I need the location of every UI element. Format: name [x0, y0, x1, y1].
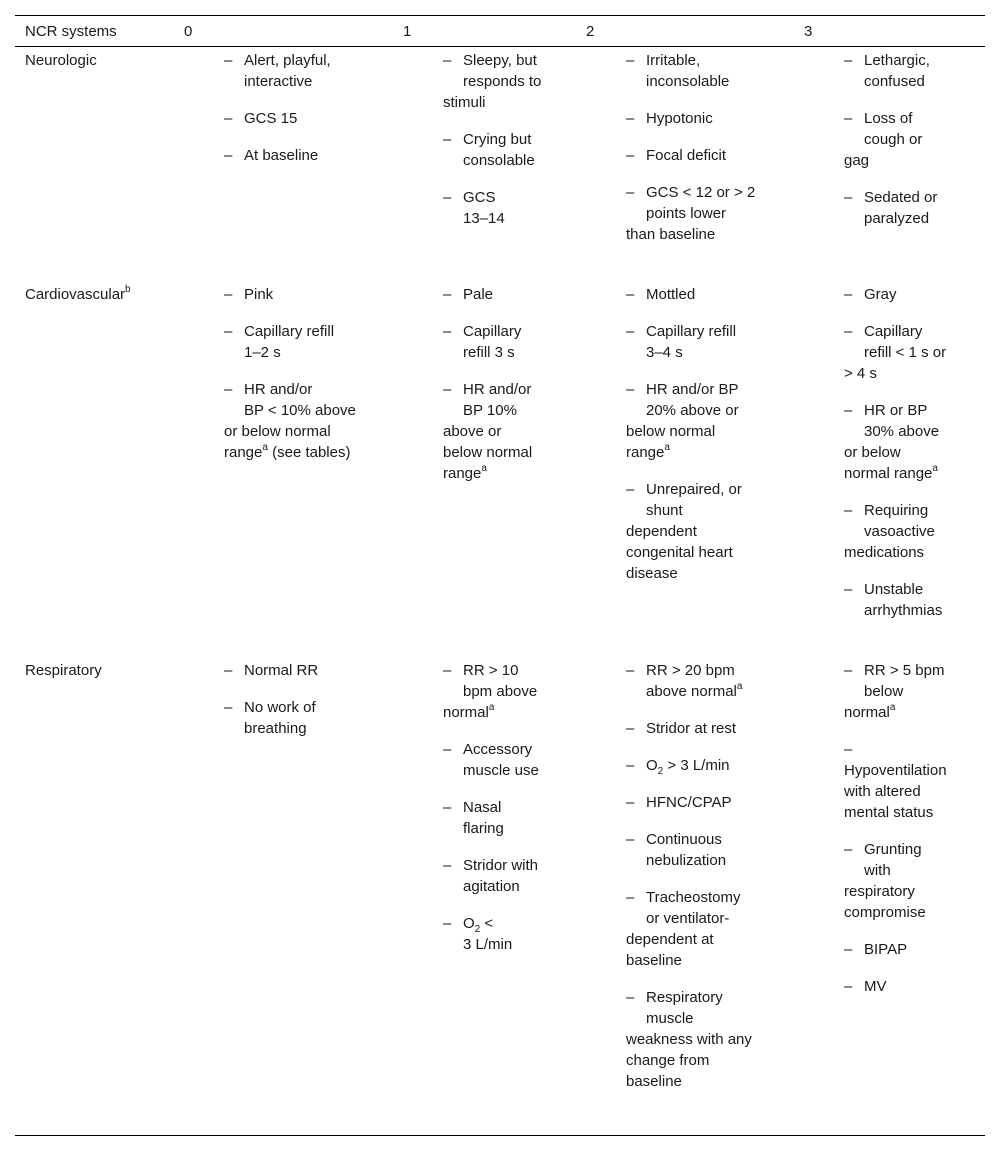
- list-item: – Focal deficit: [626, 147, 727, 164]
- list-item: – RR > 5 bpm below normal$^a$: [844, 662, 945, 721]
- cell-resp-0: [224, 660, 366, 755]
- header-score-2: 2: [586, 23, 595, 40]
- cell-resp-3: [844, 660, 964, 1013]
- list-item: – HR and/or BP < 10% above or below normal range$^a$ (see tables): [224, 381, 356, 461]
- cell-resp-2: [626, 660, 768, 1108]
- table-top-rule: [15, 15, 985, 16]
- list-item: – Continuous nebulization: [626, 831, 727, 869]
- cell-cardio-1: [443, 284, 555, 500]
- list-item: – Alert, playful, interactive: [224, 52, 331, 90]
- list-item: – $O_2$ < 3 L/min: [443, 915, 513, 953]
- table-bottom-rule: [15, 1135, 985, 1136]
- list-item: – $O_2 > 3$ L/min: [626, 757, 730, 777]
- list-item: – Stridor with agitation: [443, 857, 539, 895]
- list-item: – HR and/or BP 20% above or below normal range$^a$: [626, 381, 739, 461]
- header-score-0: 0: [184, 23, 193, 40]
- list-item: – Sleepy, but responds to stimuli: [443, 52, 542, 111]
- list-item: – Pink: [224, 286, 274, 303]
- list-item: – Hypotonic: [626, 110, 713, 127]
- table-header-rule: [15, 46, 985, 47]
- list-item: – Normal RR: [224, 662, 319, 679]
- cell-cardio-2: [626, 284, 768, 600]
- row-label-neurologic: Neurologic: [25, 52, 97, 69]
- cell-neuro-2: [626, 50, 768, 261]
- list-item: – GCS 15: [224, 110, 298, 127]
- list-item: – Capillary refill 3–4 s: [626, 323, 737, 361]
- list-item: – HFNC/CPAP: [626, 794, 732, 811]
- list-item: – Unrepaired, or shunt dependent congenital heart disease: [626, 481, 742, 582]
- list-item: – MV: [844, 978, 887, 995]
- list-item: – Loss of cough or gag: [844, 110, 923, 169]
- list-item: – Accessory muscle use: [443, 741, 539, 779]
- list-item: – HR or BP 30% above or below normal range$^a$: [844, 402, 940, 482]
- list-item: – Gray: [844, 286, 897, 303]
- list-item: – Capillary refill 1–2 s: [224, 323, 335, 361]
- list-item: – Pale: [443, 286, 494, 303]
- list-item: – Capillary refill 3 s: [443, 323, 522, 361]
- row-label-cardiovascular: Cardiovascular$^b$: [25, 284, 131, 303]
- list-item: – Sedated or paralyzed: [844, 189, 938, 227]
- list-item: – Nasal flaring: [443, 799, 504, 837]
- list-item: – HR and/or BP 10% above or below normal range$^a$: [443, 381, 533, 482]
- cell-neuro-0: [224, 50, 366, 182]
- list-item: – Tracheostomy or ventilator- dependent at baseline: [626, 889, 741, 969]
- list-item: – RR > 10 bpm above normal$^a$: [443, 662, 538, 721]
- list-item: – Unstable arrhythmias: [844, 581, 943, 619]
- cell-cardio-0: [224, 284, 366, 479]
- list-item: – Crying but consolable: [443, 131, 535, 169]
- list-item: – Lethargic, confused: [844, 52, 930, 90]
- list-item: – Requiring vasoactive medications: [844, 502, 935, 561]
- cell-neuro-1: [443, 50, 555, 245]
- cell-cardio-3: [844, 284, 964, 637]
- header-score-3: 3: [804, 23, 813, 40]
- list-item: – Hypoventilation with altered mental status: [844, 741, 947, 821]
- list-item: – Capillary refill < 1 s or > 4 s: [844, 323, 947, 382]
- row-label-respiratory: Respiratory: [25, 662, 102, 679]
- list-item: – BIPAP: [844, 941, 908, 958]
- list-item: – At baseline: [224, 147, 319, 164]
- list-item: – Respiratory muscle weakness with any change from baseline: [626, 989, 752, 1090]
- list-item: – Mottled: [626, 286, 696, 303]
- list-item: – GCS < 12 or > 2 points lower than baseline: [626, 184, 756, 243]
- cell-neuro-3: [844, 50, 964, 245]
- header-ncr-systems: NCR systems: [25, 23, 117, 40]
- list-item: – Stridor at rest: [626, 720, 737, 737]
- list-item: – Grunting with respiratory compromise: [844, 841, 926, 921]
- list-item: – GCS 13–14: [443, 189, 505, 227]
- header-score-1: 1: [403, 23, 412, 40]
- list-item: – RR > 20 bpm above normal$^a$: [626, 662, 743, 700]
- list-item: – No work of breathing: [224, 699, 316, 737]
- list-item: – Irritable, inconsolable: [626, 52, 730, 90]
- cell-resp-1: [443, 660, 555, 971]
